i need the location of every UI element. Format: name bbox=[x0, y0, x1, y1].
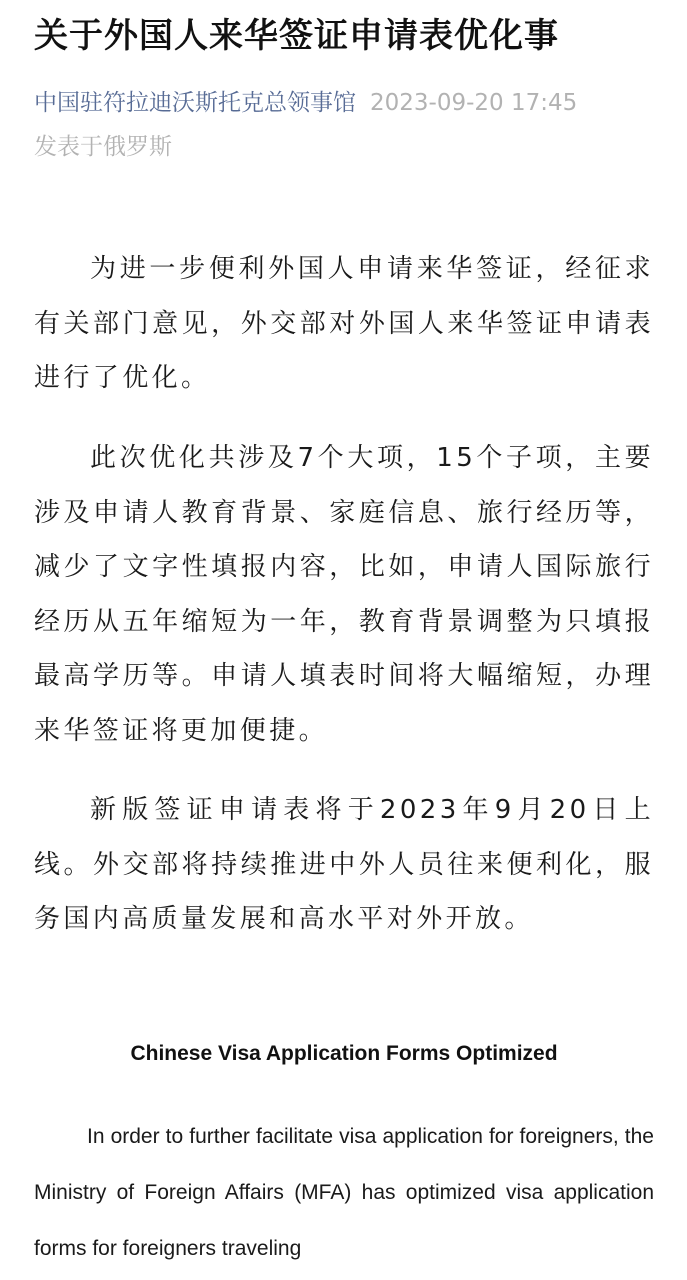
publish-time: 2023-09-20 17:45 bbox=[370, 90, 578, 116]
paragraph-cn-1: 为进一步便利外国人申请来华签证，经征求有关部门意见，外交部对外国人来华签证申请表进行了优化。 bbox=[34, 254, 654, 393]
account-name-link[interactable]: 中国驻符拉迪沃斯托克总领事馆 bbox=[34, 90, 356, 116]
article-title: 关于外国人来华签证申请表优化事 bbox=[34, 16, 559, 56]
article-meta bbox=[34, 81, 654, 169]
paragraph-en-1: In order to further facilitate visa application for foreigners, the Ministry of Foreign Affairs (MFA) has optimized visa application forms for foreigners traveling bbox=[34, 1125, 654, 1260]
paragraph-cn-3: 新版签证申请表将于2023年9月20日上线。外交部将持续推进中外人员往来便利化，服务国内高质量发展和高水平对外开放。 bbox=[34, 795, 654, 934]
publish-location: 发表于俄罗斯 bbox=[34, 134, 172, 160]
paragraph-cn-2: 此次优化共涉及7个大项，15个子项，主要涉及申请人教育背景、家庭信息、旅行经历等，减少了文字性填报内容，比如，申请人国际旅行经历从五年缩短为一年，教育背景调整为只填报最高学历等。申请人填表时间将大幅缩短，办理来华签证将更加便捷。 bbox=[34, 443, 654, 746]
english-title: Chinese Visa Application Forms Optimized bbox=[130, 1042, 558, 1065]
